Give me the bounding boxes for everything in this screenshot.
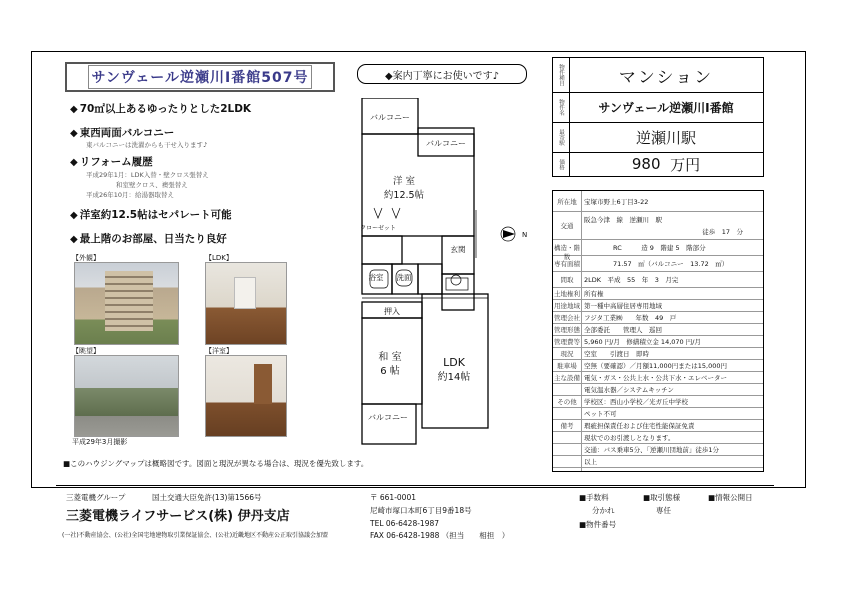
footer-transaction-label: ■取引態様 xyxy=(643,493,681,502)
summary-label-name: 物件名 xyxy=(553,92,570,122)
detail-row-value: 空無（要確認）／月額11,000円または15,000円 xyxy=(584,362,727,370)
detail-layout-label: 間取 xyxy=(560,276,574,284)
reform-note-2: 和室壁クロス、襖張替え xyxy=(116,181,188,189)
footer-fee-value: 分かれ xyxy=(592,506,615,515)
detail-row-value: 5,960 円/月 修繕積立金 14,070 円/月 xyxy=(584,338,701,346)
detail-area xyxy=(553,255,763,272)
footer-fax: FAX 06-6428-1988 （担当 相担 ） xyxy=(370,531,510,540)
summary-price-value: 980 xyxy=(631,155,661,173)
floor-plan xyxy=(356,98,536,448)
detail-row-value: 学校区：西山小学校／光ガ丘中学校 xyxy=(584,398,688,406)
detail-structure-value: RC 造 9 階建 5 階部分 xyxy=(613,244,706,252)
photo-date: 平成29年3月撮影 xyxy=(72,438,128,446)
guide-badge: ◆案内丁寧にお使いです♪ xyxy=(357,64,527,84)
footer-serial-label: ■物件番号 xyxy=(579,520,617,529)
summary-label-price: 価格 xyxy=(553,152,570,176)
detail-row-label: 備考 xyxy=(560,422,574,430)
feature-5: ◆ 最上階のお部屋、日当たり良好 xyxy=(70,233,227,245)
detail-row-label: 管理費等 xyxy=(554,338,580,346)
detail-structure-label: 構造・階数 xyxy=(554,244,580,261)
detail-row-label: 主な設備 xyxy=(554,374,580,382)
detail-row-value: 全部委託 管理人 巡回 xyxy=(584,326,662,334)
plan-balcony-top-label: バルコニー xyxy=(370,113,410,122)
plan-closet-label: クローゼット xyxy=(360,225,396,232)
plan-entrance-label: 玄関 xyxy=(450,245,466,254)
detail-structure xyxy=(553,239,763,261)
photo-label-view: 【眺望】 xyxy=(72,347,100,355)
detail-row-value: 以上 xyxy=(584,458,597,466)
footer-license: 国土交通大臣免許(13)第1566号 xyxy=(152,493,262,502)
photo-ldk xyxy=(205,262,287,345)
feature-2-text: 東西両面バルコニー xyxy=(79,127,175,139)
detail-row-label: 用途地域 xyxy=(554,302,580,310)
door-shape xyxy=(254,364,272,404)
summary-label-type: 物件種目 xyxy=(553,58,570,92)
detail-area-value: 71.57 ㎡（バルコニー 13.72 ㎡） xyxy=(613,260,729,268)
summary-name: サンヴェール逆瀬川Ⅰ番館 xyxy=(598,100,734,115)
building-shape xyxy=(105,271,153,331)
plan-western-label: 洋 室 xyxy=(392,176,416,187)
plan-washroom-label: 洗面 xyxy=(396,273,412,282)
footer-group: 三菱電機グループ xyxy=(66,493,126,502)
detail-row-label: 管理会社 xyxy=(554,314,580,322)
detail-row-value: 交通：バス乗車5分、「逆瀬川団地前」徒歩1分 xyxy=(584,446,720,454)
feature-3-text: リフォーム履歴 xyxy=(79,156,153,168)
detail-row-label: 駐車場 xyxy=(557,362,577,370)
detail-row-label: 現況 xyxy=(560,350,574,358)
detail-row-value: フジタ工業㈱ 年数 49 戸 xyxy=(584,314,677,322)
detail-row-value: 第一種中高層住居専用地域 xyxy=(584,302,662,310)
summary-box xyxy=(552,57,764,177)
feature-4: ◆ 洋室約12.5帖はセパレート可能 xyxy=(70,209,232,221)
summary-price-unit: 万円 xyxy=(670,155,701,174)
detail-row-value: 所有権 xyxy=(584,290,604,298)
detail-layout-value: 2LDK 平成 55 年 3 月完 xyxy=(584,276,679,284)
photo-label-ldk: 【LDK】 xyxy=(205,254,233,262)
summary-station: 逆瀬川駅 xyxy=(635,128,696,147)
detail-row-label: その他 xyxy=(557,398,577,406)
detail-address-value: 宝塚市野上6丁目3-22 xyxy=(584,198,649,206)
detail-row-label: 管理形態 xyxy=(554,326,580,334)
detail-address xyxy=(553,191,763,212)
compass-icon xyxy=(501,227,527,241)
footer-brand: 三菱電機ライフサービス(株) 伊丹支店 xyxy=(66,509,290,524)
table-row xyxy=(553,455,763,468)
plan-japanese-label: 和 室 xyxy=(378,352,402,363)
footer-address: 尼崎市塚口本町6丁目9番18号 xyxy=(370,506,472,515)
photo-exterior xyxy=(74,262,179,345)
plan-ldk-label: LDK xyxy=(443,356,465,369)
feature-4-text: 洋室約12.5帖はセパレート可能 xyxy=(79,209,232,221)
detail-row-value: 空室 引渡日 即時 xyxy=(584,350,649,358)
feature-2: ◆ 東西両面バルコニー xyxy=(70,127,175,139)
summary-price xyxy=(569,152,763,176)
detail-walk: 徒歩 17 分 xyxy=(702,228,743,236)
plan-oshiire-label: 押入 xyxy=(384,307,400,316)
reform-note-3: 平成26年10月：給湯器取替え xyxy=(86,191,175,199)
floor-plan-walls xyxy=(362,98,488,444)
plan-ldk-size: 約14帖 xyxy=(437,372,471,383)
details-table xyxy=(552,190,764,472)
feature-3: ◆ リフォーム履歴 xyxy=(70,156,153,168)
feature-2-note: 東バルコニーは洗濯からも干せ入ります♪ xyxy=(86,141,208,149)
detail-row-value: 瑕疵担保責任および住宅性能保証免責 xyxy=(584,422,695,430)
detail-address-label: 所在地 xyxy=(557,198,577,206)
detail-row-value: 電気・ガス・公共上水・公共下水・エレベーター xyxy=(584,374,727,382)
detail-row-value: 現状でのお引渡しとなります。 xyxy=(584,434,675,442)
floor-plan-labels xyxy=(360,113,470,422)
footer-transaction-value: 専任 xyxy=(656,506,671,515)
feature-1-text: 70㎡以上あるゆったりとした2LDK xyxy=(79,103,252,115)
footer-assoc: (一社)不動産協会、(公社)全国宅地建物取引業保証協会、(公社)近畿地区不動産公正取引協議会加盟 xyxy=(62,532,329,539)
photo-label-western: 【洋室】 xyxy=(205,347,233,355)
summary-label-station: 最寄駅 xyxy=(553,122,570,152)
plan-balcony-bottom-label: バルコニー xyxy=(368,413,408,422)
photo-view xyxy=(74,355,179,437)
summary-type: マンション xyxy=(618,67,714,88)
footer-publish-label: ■情報公開日 xyxy=(708,493,753,502)
disclaimer: ■このハウジングマップは概略図です。図面と現況が異なる場合は、現況を優先致します。 xyxy=(63,459,369,468)
footer-fee-label: ■手数料 xyxy=(579,493,609,502)
property-title xyxy=(65,62,335,92)
photo-label-exterior: 【外観】 xyxy=(72,254,100,262)
detail-layout xyxy=(553,271,763,288)
feature-1: ◆ 70㎡以上あるゆったりとした2LDK xyxy=(70,103,252,115)
detail-row-value: 電気温水器／システムキッチン xyxy=(584,386,674,394)
feature-5-text: 最上階のお部屋、日当たり良好 xyxy=(79,233,227,245)
footer-tel: TEL 06-6428-1987 xyxy=(370,519,440,528)
detail-row-value: ペット不可 xyxy=(584,410,617,418)
detail-area-label: 専有面積 xyxy=(554,260,580,268)
detail-traffic-label: 交通 xyxy=(560,222,574,230)
plan-japanese-size: 6 帖 xyxy=(380,366,400,377)
plan-western-size: 約12.5帖 xyxy=(383,190,425,201)
detail-traffic xyxy=(553,211,763,240)
detail-traffic-value: 阪急今津 線 逆瀬川 駅 xyxy=(584,216,662,224)
reform-note-1: 平成29年1月：LDK入替・壁クロス張替え xyxy=(86,171,209,179)
kitchen-shape xyxy=(234,277,256,309)
footer-zip: 〒 661-0001 xyxy=(370,493,416,502)
detail-row-label: 土地権利 xyxy=(554,290,580,298)
property-title-text: サンヴェール逆瀬川Ⅰ番館507号 xyxy=(89,66,312,88)
photo-western xyxy=(205,355,287,437)
plan-balcony-mid-label: バルコニー xyxy=(426,139,466,148)
compass-north-label: N xyxy=(522,231,528,239)
plan-bath-label: 浴室 xyxy=(368,273,384,282)
